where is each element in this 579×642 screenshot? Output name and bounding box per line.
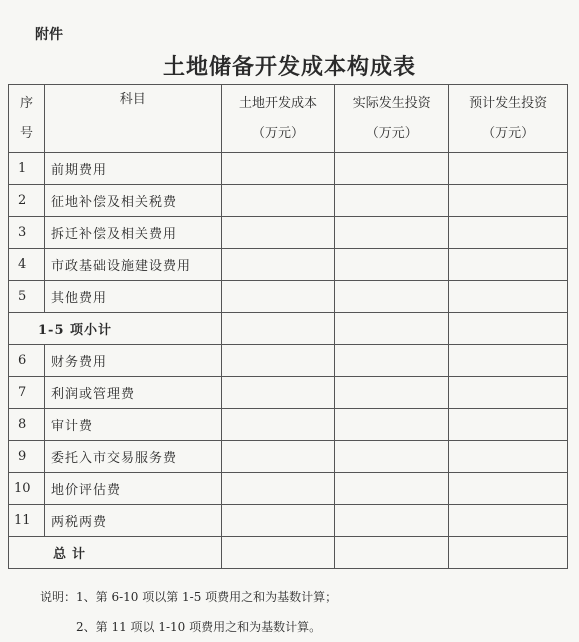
cell-expected-investment[interactable] [449,473,568,505]
table-row [9,441,568,473]
cell-land-cost[interactable] [221,505,335,537]
row-number: 2 [9,185,45,217]
notes [40,582,337,642]
row-number: 6 [9,345,45,377]
table-row [9,377,568,409]
table-row [9,249,568,281]
row-number: 8 [9,409,45,441]
row-number: 10 [9,473,45,505]
cell-land-cost[interactable] [221,377,335,409]
table-row [9,281,568,313]
cell-expected-investment[interactable] [449,505,568,537]
subtotal-label: 1-5 项小计 [9,313,222,345]
column-header-actual-investment: 实际发生投资 （万元） [335,85,449,153]
cell-expected-investment[interactable] [449,217,568,249]
row-item-name: 地价评估费 [44,473,221,505]
row-item-name: 审计费 [44,409,221,441]
row-number: 7 [9,377,45,409]
page-title: 土地储备开发成本构成表 [162,55,416,80]
subtotal-row [9,313,568,345]
column-header-expected-investment: 预计发生投资 （万元） [449,85,568,153]
cell-expected-investment[interactable] [449,441,568,473]
cell-land-cost[interactable] [221,345,335,377]
cell-actual-investment[interactable] [335,409,449,441]
cell-expected-investment[interactable] [449,537,568,569]
table-row [9,345,568,377]
cell-actual-investment[interactable] [335,441,449,473]
cell-expected-investment[interactable] [449,313,568,345]
row-number: 11 [9,505,45,537]
row-item-name: 其他费用 [44,281,221,313]
note-line-1: 说明：1、第 6-10 项以第 1-5 项费用之和为基数计算； [40,590,338,604]
row-item-name: 利润或管理费 [44,377,221,409]
cell-expected-investment[interactable] [449,345,568,377]
cell-land-cost[interactable] [221,249,335,281]
cell-actual-investment[interactable] [335,249,449,281]
cell-expected-investment[interactable] [449,249,568,281]
attachment-label: 附件 [35,27,63,43]
cell-actual-investment[interactable] [335,217,449,249]
row-number: 9 [9,441,45,473]
cell-expected-investment[interactable] [449,409,568,441]
row-number: 5 [9,281,45,313]
row-item-name: 市政基础设施建设费用 [44,249,221,281]
table-row [9,473,568,505]
row-item-name: 委托入市交易服务费 [44,441,221,473]
column-header-item: 科目 [44,85,221,153]
cell-actual-investment[interactable] [335,473,449,505]
cell-land-cost[interactable] [221,409,335,441]
table-row [9,185,568,217]
cell-expected-investment[interactable] [449,281,568,313]
cell-expected-investment[interactable] [449,377,568,409]
cell-land-cost[interactable] [221,473,335,505]
row-item-name: 两税两费 [44,505,221,537]
table-header-row [9,85,568,153]
cell-actual-investment[interactable] [335,505,449,537]
total-row [9,537,568,569]
cell-land-cost[interactable] [221,537,335,569]
cost-table [8,84,568,569]
cell-land-cost[interactable] [221,153,335,185]
cell-actual-investment[interactable] [335,313,449,345]
note-line-2: 2、第 11 项以 1-10 项费用之和为基数计算。 [76,620,322,634]
cell-actual-investment[interactable] [335,537,449,569]
cell-land-cost[interactable] [221,441,335,473]
table-row [9,217,568,249]
cell-land-cost[interactable] [221,217,335,249]
cell-actual-investment[interactable] [335,153,449,185]
table-row [9,409,568,441]
row-number: 3 [9,217,45,249]
row-number: 4 [9,249,45,281]
cell-expected-investment[interactable] [449,185,568,217]
cell-actual-investment[interactable] [335,377,449,409]
cell-actual-investment[interactable] [335,185,449,217]
cell-expected-investment[interactable] [449,153,568,185]
cell-land-cost[interactable] [221,313,335,345]
row-item-name: 财务费用 [44,345,221,377]
cell-land-cost[interactable] [221,185,335,217]
column-header-land-cost: 土地开发成本 （万元） [221,85,335,153]
cell-land-cost[interactable] [221,281,335,313]
cell-actual-investment[interactable] [335,281,449,313]
column-header-no: 序 号 [9,85,45,153]
table-row [9,153,568,185]
cell-actual-investment[interactable] [335,345,449,377]
table-row [9,505,568,537]
row-item-name: 拆迁补偿及相关费用 [44,217,221,249]
row-item-name: 征地补偿及相关税费 [44,185,221,217]
row-item-name: 前期费用 [44,153,221,185]
total-label: 总计 [9,537,222,569]
row-number: 1 [9,153,45,185]
